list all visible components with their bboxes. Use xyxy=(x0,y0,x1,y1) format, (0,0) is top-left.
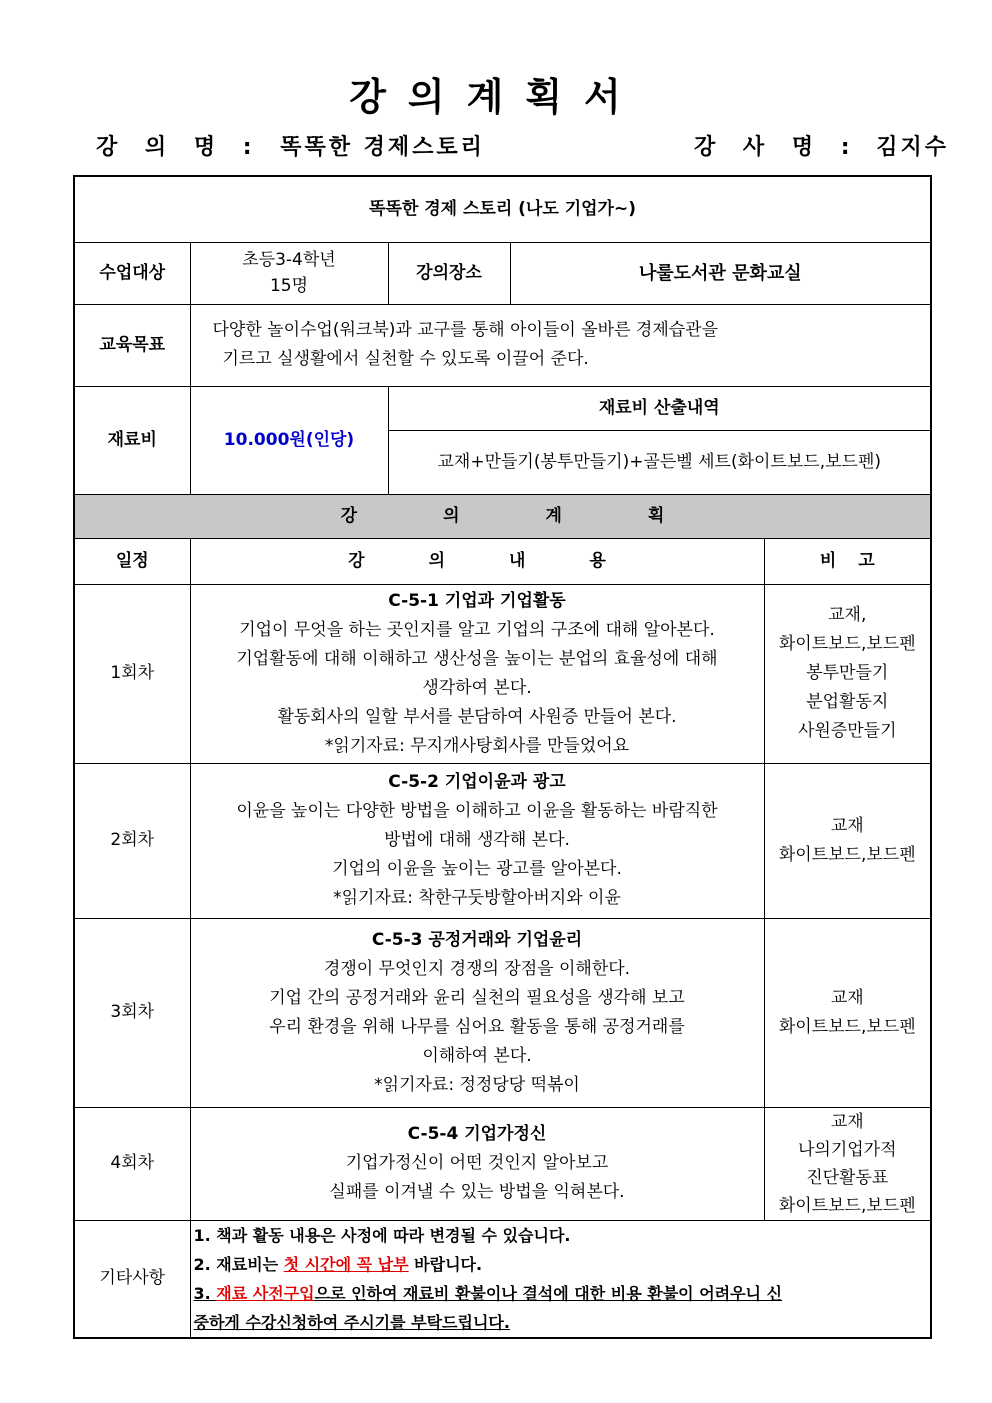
etc-label: 기타사항 xyxy=(74,1220,190,1338)
target-count: 15명 xyxy=(269,276,309,296)
fee-detail-label: 재료비 산출내역 xyxy=(388,386,931,430)
session-1-title: C-5-1 기업과 기업활동 xyxy=(388,590,566,611)
session-1-line-3: 생각하여 본다. xyxy=(422,677,532,698)
session-4-note-2: 나의기업가적 xyxy=(797,1139,897,1160)
teacher-name: 김지수 xyxy=(876,135,949,160)
session-4-line-2: 실패를 이겨낼 수 있는 방법을 익혀본다. xyxy=(329,1182,625,1202)
etc-note-2 xyxy=(194,1250,927,1279)
course-label: 강 의 명 : xyxy=(96,135,262,160)
col-content-text: 강의내용 xyxy=(348,550,670,571)
plan-header xyxy=(74,494,931,538)
session-1-line-5: *읽기자료: 무지개사탕회사를 만들었어요 xyxy=(324,735,630,756)
session-3-line-3: 우리 환경을 위해 나무를 심어요 활동을 통해 공정거래를 xyxy=(269,1016,685,1037)
session-3-line-4: 이해하여 본다. xyxy=(422,1045,532,1066)
session-2-note-2: 화이트보드,보드펜 xyxy=(778,844,916,865)
fee-value: 10.000원(인당) xyxy=(190,386,388,494)
session-3-notes xyxy=(764,918,931,1107)
session-4-title: C-5-4 기업가정신 xyxy=(407,1124,547,1144)
col-content xyxy=(190,538,764,584)
place-label: 강의장소 xyxy=(388,242,510,304)
goal-line-1: 다양한 놀이수업(워크북)과 교구를 통해 아이들이 올바른 경제습관을 xyxy=(212,320,719,340)
session-1-notes xyxy=(764,584,931,763)
session-1-line-4: 활동회사의 일할 부서를 분담하여 사원증 만들어 본다. xyxy=(277,706,677,727)
lecture-plan-table xyxy=(73,175,932,1339)
etc-note-3-post: 으로 인하여 재료비 환불이나 결석에 대한 비용 환불이 어려우니 신 xyxy=(314,1283,783,1303)
session-4-note-1: 교재 xyxy=(830,1111,864,1132)
session-2-line-4: *읽기자료: 착한구둣방할아버지와 이윤 xyxy=(333,888,621,908)
session-2-content xyxy=(190,763,764,918)
teacher-line xyxy=(694,130,949,161)
session-2-note-1: 교재 xyxy=(830,815,864,836)
etc-note-1: 1. 책과 활동 내용은 사정에 따라 변경될 수 있습니다. xyxy=(193,1225,571,1245)
session-3-line-1: 경쟁이 무엇인지 경쟁의 장점을 이해한다. xyxy=(323,958,631,979)
col-note-text: 비고 xyxy=(819,550,897,571)
session-3-line-2: 기업 간의 공정거래와 윤리 실천의 필요성을 생각해 보고 xyxy=(269,987,685,1008)
session-4-line-1: 기업가정신이 어떤 것인지 알아보고 xyxy=(345,1153,609,1173)
session-2-line-3: 기업의 이윤을 높이는 광고를 알아본다. xyxy=(332,859,622,879)
target-value xyxy=(190,242,388,304)
session-3-line-5: *읽기자료: 정정당당 떡볶이 xyxy=(374,1074,580,1095)
session-2-title: C-5-2 기업이윤과 광고 xyxy=(388,772,566,792)
session-1-name: 1회차 xyxy=(74,584,190,763)
etc-note-2-post: 바랍니다. xyxy=(408,1254,483,1274)
session-2-name: 2회차 xyxy=(74,763,190,918)
fee-label: 재료비 xyxy=(74,386,190,494)
target-label: 수업대상 xyxy=(74,242,190,304)
col-schedule: 일정 xyxy=(74,538,190,584)
session-4-note-4: 화이트보드,보드펜 xyxy=(778,1195,916,1216)
etc-note-2-highlight: 첫 시간에 꼭 납부 xyxy=(283,1254,409,1274)
session-3-note-1: 교재 xyxy=(830,987,864,1008)
session-4-notes xyxy=(764,1107,931,1220)
session-1-note-4: 분업활동지 xyxy=(806,692,889,712)
session-4-content xyxy=(190,1107,764,1220)
table-heading: 똑똑한 경제 스토리 (나도 기업가~) xyxy=(74,176,931,242)
col-note xyxy=(764,538,931,584)
session-1-note-3: 봉투만들기 xyxy=(806,663,889,683)
course-line xyxy=(96,130,485,161)
goal-label: 교육목표 xyxy=(74,304,190,386)
etc-note-2-pre: 2. 재료비는 xyxy=(193,1254,284,1274)
session-1-note-5: 사원증만들기 xyxy=(797,721,897,741)
session-1-line-1: 기업이 무엇을 하는 곳인지를 알고 기업의 구조에 대해 알아본다. xyxy=(239,619,715,640)
document-title: 강의계획서 xyxy=(349,75,643,119)
goal-line-2: 기르고 실생활에서 실천할 수 있도록 이끌어 준다. xyxy=(222,349,589,369)
session-1-note-1: 교재, xyxy=(828,605,867,625)
plan-header-text: 강의계획 xyxy=(340,505,751,526)
session-3-title: C-5-3 공정거래와 기업윤리 xyxy=(371,929,583,950)
fee-detail-value: 교재+만들기(봉투만들기)+골든벨 세트(화이트보드,보드펜) xyxy=(388,430,931,494)
teacher-label: 강 사 명 : xyxy=(694,135,860,160)
session-2-line-2: 방법에 대해 생각해 본다. xyxy=(384,830,570,850)
etc-note-3-num: 3. xyxy=(193,1283,217,1303)
session-4-name: 4회차 xyxy=(74,1107,190,1220)
etc-note-3 xyxy=(194,1279,927,1308)
session-1-note-2: 화이트보드,보드펜 xyxy=(778,634,916,654)
place-value: 나룰도서관 문화교실 xyxy=(510,242,931,304)
target-grade: 초등3-4학년 xyxy=(242,250,336,270)
session-1-line-2: 기업활동에 대해 이해하고 생산성을 높이는 분업의 효율성에 대해 xyxy=(236,648,718,669)
session-3-name: 3회차 xyxy=(74,918,190,1107)
session-1-content xyxy=(190,584,764,763)
session-3-content xyxy=(190,918,764,1107)
etc-note-3-cont: 중하게 수강신청하여 주시기를 부탁드립니다. xyxy=(193,1312,510,1332)
session-2-notes xyxy=(764,763,931,918)
session-4-note-3: 진단활동표 xyxy=(806,1167,889,1188)
etc-notes xyxy=(190,1220,931,1338)
goal-value xyxy=(190,304,931,386)
session-3-note-2: 화이트보드,보드펜 xyxy=(778,1016,916,1037)
course-name: 똑똑한 경제스토리 xyxy=(280,135,485,160)
session-2-line-1: 이윤을 높이는 다양한 방법을 이해하고 이윤을 활동하는 바람직한 xyxy=(236,801,718,821)
etc-note-3-highlight: 재료 사전구입 xyxy=(216,1283,315,1303)
